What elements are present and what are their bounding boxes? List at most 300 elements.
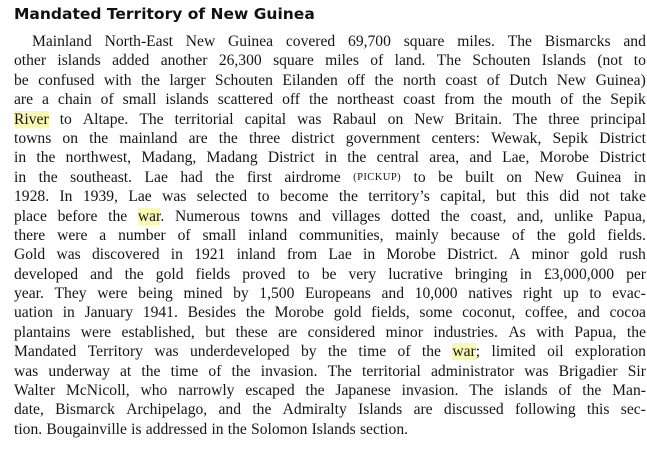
word: oil (547, 343, 564, 361)
word: New (534, 168, 564, 186)
word: unlike (554, 207, 594, 225)
word: square (403, 33, 445, 50)
word: the (582, 382, 602, 400)
word: not (589, 188, 610, 206)
word: centers: (431, 129, 480, 147)
word: Lae, (502, 149, 530, 167)
word: Dutch (509, 71, 548, 89)
word: with (536, 323, 564, 341)
word: these (235, 323, 268, 341)
word: developed (14, 265, 79, 283)
word: be (14, 71, 29, 89)
word: off (347, 71, 366, 89)
word: in (62, 304, 75, 322)
word: was (154, 343, 179, 361)
word: three (249, 129, 281, 147)
word: fields, (371, 304, 410, 322)
word: the (141, 362, 161, 380)
word: before (57, 207, 98, 225)
text-line (14, 187, 646, 206)
word: three (548, 110, 580, 128)
word: be (321, 265, 337, 283)
word: are (278, 323, 298, 341)
word: coast (403, 91, 436, 109)
word: territorial (361, 362, 421, 380)
word: Admiralty (282, 401, 347, 419)
text-line (14, 362, 646, 381)
word: Lae (128, 188, 152, 206)
word: in (14, 168, 27, 186)
word: the (227, 420, 247, 438)
word: January (84, 304, 134, 322)
word: and (218, 401, 242, 419)
text-line (14, 323, 646, 342)
word: territory’s (368, 188, 430, 206)
word: the (308, 91, 329, 109)
word: limited (491, 343, 536, 361)
word: bringing (454, 265, 508, 283)
word: in (14, 149, 27, 167)
word: 10,000 (414, 285, 458, 303)
highlighted-term (452, 342, 480, 361)
word: plantains (14, 323, 71, 341)
word: Schouten (214, 71, 273, 89)
word: mainland (119, 129, 178, 147)
word: the (218, 129, 238, 147)
word: be (438, 168, 453, 186)
word: first (246, 168, 272, 186)
word: the (140, 71, 161, 89)
word: Schouten (472, 52, 531, 70)
word: chain (57, 91, 92, 109)
word: The (513, 110, 538, 128)
word: the (124, 265, 144, 283)
word: the (536, 226, 556, 244)
word: the (440, 207, 460, 225)
text-line (14, 245, 646, 264)
word: District (599, 129, 646, 147)
word: off (282, 91, 300, 109)
word: northeast (336, 91, 395, 109)
word: inland (236, 246, 276, 264)
word: on (506, 168, 522, 186)
word: from (444, 91, 475, 109)
word: gold (567, 226, 596, 244)
text-line (14, 207, 646, 226)
word: larger (169, 71, 206, 89)
small-caps-term: (PICKUP) (353, 171, 402, 183)
word: and (469, 149, 492, 167)
word: villages (331, 207, 381, 225)
word: coast (445, 71, 478, 89)
word: Archipelago, (126, 401, 208, 419)
word: Territory (87, 343, 143, 361)
word: place (14, 207, 47, 225)
text-line (14, 420, 646, 439)
text-line (14, 400, 646, 419)
word: who (140, 382, 168, 400)
word: Morobe (386, 246, 436, 264)
word: is (131, 420, 142, 438)
word: the (347, 149, 367, 167)
search-highlight: war (452, 343, 476, 361)
word: Walter (14, 382, 56, 400)
word: were (80, 323, 112, 341)
word: district (291, 129, 335, 147)
word: following (514, 401, 576, 419)
word: the (421, 343, 441, 361)
word: in (519, 265, 532, 283)
word: were (97, 285, 128, 303)
word: coconut, (462, 304, 516, 322)
word: £3,000,000 (543, 265, 615, 283)
word: this (586, 401, 610, 419)
word: year. (14, 285, 44, 303)
word: Gold (14, 246, 46, 264)
word: Brigadier (558, 362, 618, 380)
word: sec- (620, 401, 646, 419)
text-line (14, 90, 646, 109)
word: As (508, 323, 526, 341)
word: rush (618, 246, 646, 264)
word: and (623, 33, 646, 50)
word: was (14, 362, 39, 380)
word: of (370, 52, 384, 70)
word: evac- (612, 285, 646, 303)
word: addressed (145, 420, 208, 438)
word: being (138, 285, 173, 303)
word: of (560, 91, 574, 109)
word: The (327, 362, 352, 380)
word: Islands (358, 401, 403, 419)
word: minor (385, 323, 423, 341)
word: area, (429, 149, 460, 167)
word: were (57, 226, 88, 244)
word: Solomon (251, 420, 308, 438)
word: and, (517, 207, 544, 225)
text-line (14, 129, 646, 148)
word: are (14, 91, 34, 109)
word: added (112, 52, 150, 70)
word: to (297, 265, 310, 283)
text-line (14, 342, 646, 361)
word: a (99, 226, 107, 244)
word: was (56, 246, 81, 264)
word: islands (165, 91, 209, 109)
word: to (257, 188, 270, 206)
word: of (558, 382, 572, 400)
word: Lae (328, 246, 352, 264)
word: communities, (299, 226, 384, 244)
word: northwest, (65, 149, 132, 167)
word: 69,700 (348, 33, 391, 50)
word: 1941. (142, 304, 178, 322)
word: per (626, 265, 646, 283)
word: minor (531, 246, 569, 264)
word: cocoa (609, 304, 646, 322)
word: New (185, 33, 216, 50)
word: by (233, 285, 249, 303)
word: of (397, 343, 411, 361)
word: Bougainville (46, 420, 127, 438)
word: in (363, 246, 376, 264)
word: in (324, 149, 338, 167)
word: the (36, 149, 56, 167)
word: the (582, 91, 602, 109)
word: dotted (390, 207, 430, 225)
text-line (14, 381, 646, 400)
word: invasion. (401, 382, 459, 400)
text-line (14, 51, 646, 70)
word: considered (307, 323, 376, 341)
word: another (160, 52, 208, 70)
word: territorial (174, 110, 234, 128)
word: had (180, 168, 203, 186)
word: north (403, 71, 436, 89)
word: gold (579, 246, 608, 264)
word: Papua, (603, 207, 646, 225)
word: mined (183, 285, 223, 303)
word: A (508, 246, 521, 264)
word: District (599, 149, 646, 167)
word: McNicoll, (66, 382, 130, 400)
word: Bismarcks (544, 33, 611, 50)
word: the (305, 382, 325, 400)
word: Madang (206, 149, 258, 167)
word: 1939, (82, 188, 118, 206)
word: and (90, 265, 113, 283)
word: in (211, 420, 224, 438)
word: very (348, 265, 377, 283)
word: of (486, 71, 500, 89)
word: selected (196, 188, 247, 206)
word: the (89, 129, 109, 147)
word: Sepik (610, 91, 646, 109)
word: Guinea) (595, 71, 646, 89)
word: Eilanden (282, 71, 338, 89)
word: of (177, 226, 191, 244)
word: right (523, 285, 553, 303)
word: Japanese (335, 382, 391, 400)
word: of (100, 91, 114, 109)
word: lucrative (388, 265, 443, 283)
word: on (62, 129, 79, 147)
word: by (300, 343, 317, 361)
word: Numerous (174, 207, 240, 225)
word: built (465, 168, 494, 186)
word: central (376, 149, 419, 167)
word: inland (248, 226, 288, 244)
word: Sepik (552, 129, 589, 147)
word: administrator (431, 362, 515, 380)
word: escaped (245, 382, 295, 400)
word: are (188, 129, 208, 147)
word: New (556, 71, 587, 89)
word: proved (242, 265, 286, 283)
word: time (358, 343, 387, 361)
word: to (589, 285, 602, 303)
word: narrowly (178, 382, 235, 400)
search-highlight: River (14, 110, 49, 128)
word: Morobe (274, 304, 324, 322)
word: capital, (440, 188, 486, 206)
word: land. (394, 52, 426, 70)
word: towns (14, 129, 52, 147)
word: Madang, (141, 149, 197, 167)
word: and (577, 304, 600, 322)
word: capital (244, 110, 287, 128)
word: mainly (395, 226, 439, 244)
word: of (511, 226, 525, 244)
word: discovered (91, 246, 160, 264)
word: District (267, 149, 315, 167)
word: from (286, 246, 318, 264)
word: miles. (457, 33, 495, 50)
word: was (524, 362, 549, 380)
word: Besides (187, 304, 237, 322)
word: Bismarck (55, 401, 115, 419)
word: islands (57, 52, 101, 70)
word: Altape. (82, 110, 129, 128)
word: miles (325, 52, 359, 70)
word: fields (195, 265, 231, 283)
word: to (633, 52, 646, 70)
word: date, (14, 401, 44, 419)
word: confused (38, 71, 95, 89)
word: other (14, 52, 47, 70)
word: Mandated (14, 343, 77, 361)
word: The (139, 110, 164, 128)
text-line (14, 148, 646, 167)
word: on (387, 110, 404, 128)
word: industries. (433, 323, 498, 341)
word: up (563, 285, 579, 303)
word: scattered (217, 91, 274, 109)
punctuation: . (160, 207, 165, 225)
word: small (122, 91, 157, 109)
word: Sir (627, 362, 646, 380)
word: tion. (14, 420, 43, 438)
word: Guinea (576, 168, 622, 186)
word: the (38, 168, 58, 186)
word: but (496, 188, 516, 206)
word: this (526, 188, 549, 206)
word: there (14, 226, 46, 244)
word: was (162, 188, 187, 206)
text-line (14, 168, 646, 187)
word: square (273, 52, 314, 70)
word: exploration (574, 343, 646, 361)
word: gold (155, 265, 184, 283)
word: Wewak, (491, 129, 542, 147)
section-heading: Mandated Territory of New Guinea (14, 5, 315, 23)
text-line (14, 226, 646, 245)
word: coffee, (525, 304, 568, 322)
word: the (215, 168, 235, 186)
word: some (419, 304, 453, 322)
word: Islands (311, 420, 356, 438)
word: Europeans (305, 285, 371, 303)
word: section. (359, 420, 409, 438)
word: southeast. (70, 168, 133, 186)
word: Lae (144, 168, 168, 186)
text-line (14, 265, 646, 284)
word: airdrome (284, 168, 341, 186)
word: was (297, 110, 322, 128)
word: number (118, 226, 166, 244)
word: In (59, 188, 73, 206)
word: District. (447, 246, 498, 264)
word: with (103, 71, 132, 89)
text-line (14, 32, 646, 51)
word: 26,300 (218, 52, 262, 70)
word: They (54, 285, 87, 303)
word: the (108, 207, 128, 225)
word: Mainland (32, 33, 92, 50)
word: are (413, 401, 433, 419)
word: government (345, 129, 421, 147)
word: and (298, 207, 322, 225)
word: North-East (104, 33, 173, 50)
text-line (14, 110, 646, 129)
word: Islands (541, 52, 586, 70)
word: 1921 (194, 246, 226, 264)
word: to (413, 168, 426, 186)
highlighted-term (138, 207, 164, 226)
word: but (205, 323, 226, 341)
word: because (450, 226, 500, 244)
word: the (483, 91, 503, 109)
text-line (14, 71, 646, 90)
word: covered (285, 33, 336, 50)
word: Man- (612, 382, 646, 400)
word: Guinea (228, 33, 274, 50)
word: established, (121, 323, 195, 341)
word: The (469, 382, 494, 400)
word: the (338, 188, 358, 206)
word: the (626, 323, 646, 341)
word: the (252, 401, 272, 419)
word: Rabaul (332, 110, 377, 128)
word: underdeveloped (190, 343, 290, 361)
word: fields. (607, 226, 646, 244)
word: The (436, 52, 461, 70)
word: The (507, 33, 532, 50)
word: gold (333, 304, 362, 322)
word: invasion. (260, 362, 318, 380)
word: the (327, 343, 348, 361)
word: New (414, 110, 444, 128)
word: 1,500 (259, 285, 295, 303)
word: in (170, 246, 183, 264)
word: Papua, (574, 323, 617, 341)
word: small (202, 226, 237, 244)
body-paragraph (14, 32, 646, 439)
word: uation (14, 304, 53, 322)
word: (not (597, 52, 623, 70)
word: 1928. (14, 188, 50, 206)
word: the (231, 362, 251, 380)
search-highlight: war (137, 207, 161, 225)
word: underway (48, 362, 110, 380)
word: islands (504, 382, 548, 400)
word: the (245, 304, 265, 322)
word: a (42, 91, 49, 109)
text-line (14, 284, 646, 303)
word: and (381, 285, 405, 303)
highlighted-term (14, 110, 49, 129)
word: Morobe (539, 149, 589, 167)
